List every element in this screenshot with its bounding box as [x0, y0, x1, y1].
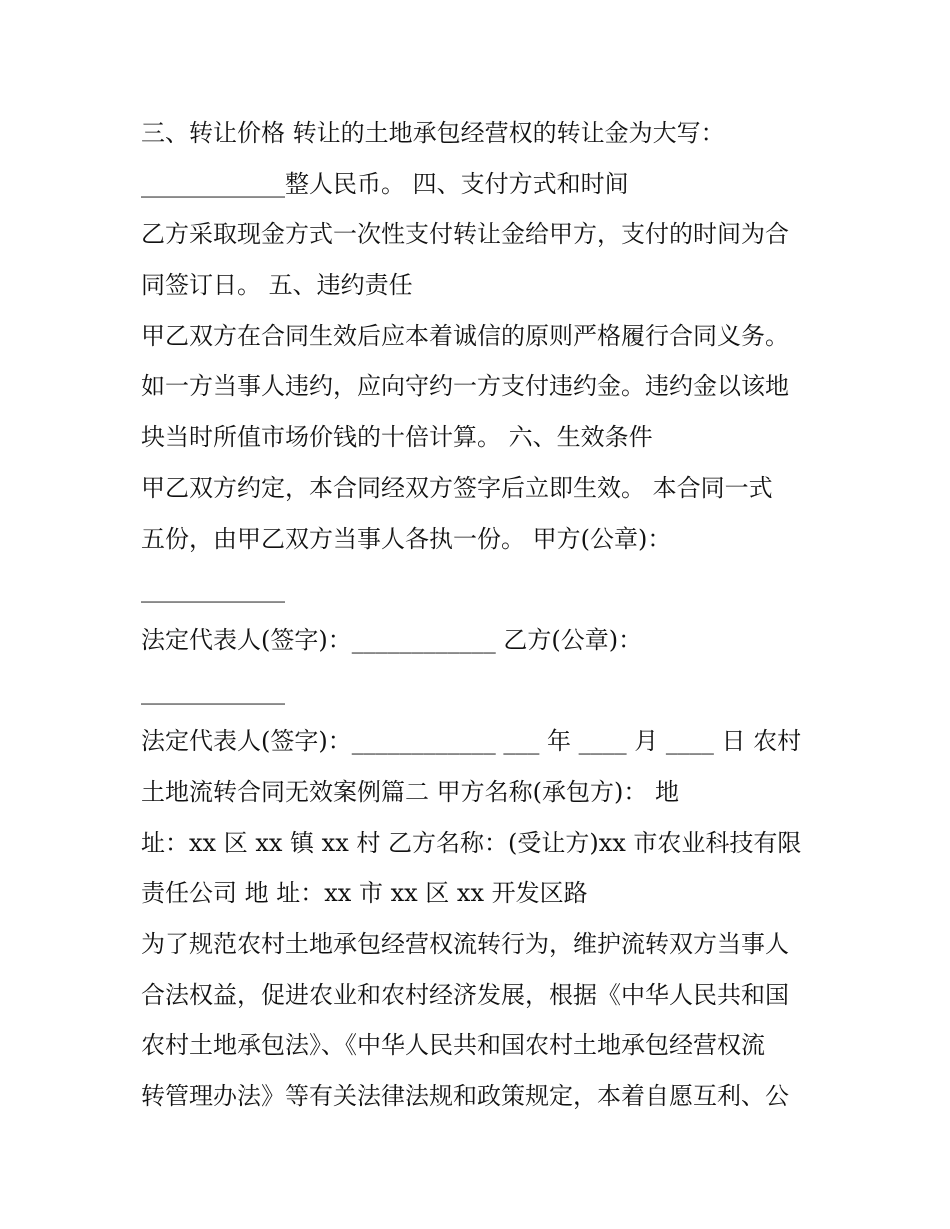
signature-blank-line: ____________	[141, 676, 285, 705]
text-line: 块当时所值市场价钱的十倍计算。 六、生效条件	[141, 423, 653, 452]
text-line: 乙方采取现金方式一次性支付转让金给甲方，支付的时间为合	[141, 220, 789, 249]
text-line: 土地流转合同无效案例篇二 甲方名称(承包方)： 地	[141, 777, 679, 806]
text-line: 如一方当事人违约，应向守约一方支付违约金。违约金以该地	[141, 372, 789, 401]
text-line: 法定代表人(签字)：____________ 乙方(公章)：	[141, 625, 643, 654]
signature-blank-line: ____________	[141, 575, 285, 604]
text-line: 同签订日。 五、违约责任	[141, 271, 413, 300]
text-line: 为了规范农村土地承包经营权流转行为，维护流转双方当事人	[141, 930, 789, 958]
text-line: 转管理办法》等有关法律法规和政策规定，本着自愿互利、公	[141, 1082, 789, 1111]
text-line: 三、转让价格 转让的土地承包经营权的转让金为大写：	[141, 119, 725, 147]
text-line: 甲乙双方约定，本合同经双方签字后立即生效。 本合同一式	[141, 473, 773, 502]
document-body	[141, 108, 831, 1122]
text-line: 址：xx 区 xx 镇 xx 村 乙方名称：(受让方)xx 市农业科技有限	[141, 828, 802, 857]
text-line: 甲乙双方在合同生效后应本着诚信的原则严格履行合同义务。	[141, 321, 789, 350]
text-line: 合法权益，促进农业和农村经济发展，根据《中华人民共和国	[141, 980, 789, 1009]
text-line: 法定代表人(签字)：____________ ___ 年 ____ 月 ____ 日 农村	[141, 727, 802, 756]
text-line: ____________整人民币。 四、支付方式和时间	[141, 169, 629, 198]
text-line: 责任公司 地 址：xx 市 xx 区 xx 开发区路	[141, 879, 588, 908]
text-line: 农村土地承包法》、《中华人民共和国农村土地承包经营权流	[141, 1031, 765, 1060]
text-line: 五份，由甲乙双方当事人各执一份。 甲方(公章)：	[141, 524, 672, 553]
